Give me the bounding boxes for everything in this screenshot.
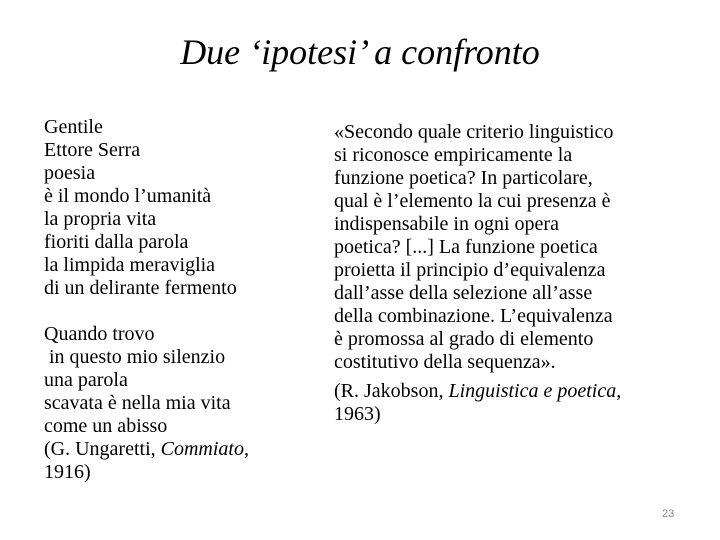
poem-line: Quando trovo <box>44 323 155 345</box>
quote-line: della combinazione. L’equivalenza <box>334 305 613 327</box>
poem-line: la propria vita <box>44 208 157 230</box>
poem-line: la limpida meraviglia <box>44 254 216 276</box>
citation-work: Commiato <box>160 438 244 460</box>
citation-comma: , <box>616 380 622 402</box>
poem-line: fioriti dalla parola <box>44 231 189 253</box>
citation-author: (G. Ungaretti, <box>44 438 161 460</box>
poem-line: di un delirante fermento <box>44 277 237 299</box>
quote-line: «Secondo quale criterio linguistico <box>334 121 614 143</box>
quote-line: costitutivo della sequenza». <box>334 351 556 373</box>
quote-line: qual è l’elemento la cui presenza è <box>334 190 611 212</box>
quote-line: è promossa al grado di elemento <box>334 328 594 350</box>
poem-line: una parola <box>44 369 128 391</box>
page-number: 23 <box>662 508 675 520</box>
jakobson-quote <box>334 121 679 426</box>
citation-year: 1963) <box>334 403 381 425</box>
citation-work: Linguistica e poetica <box>448 380 617 402</box>
stanza-gap <box>44 300 304 323</box>
poem-line: scavata è nella mia vita <box>44 392 231 414</box>
jakobson-citation <box>334 380 679 403</box>
quote-line: indispensabile in ogni opera <box>334 213 559 235</box>
poem-line: poesia <box>44 162 96 184</box>
poem-line: in questo mio silenzio <box>44 346 226 368</box>
quote-line: si riconosce empiricamente la <box>334 144 573 166</box>
poem-line: Ettore Serra <box>44 139 141 161</box>
slide-title: Due ‘ipotesi’ a confronto <box>180 32 540 72</box>
quote-line: funzione poetica? In particolare, <box>334 167 593 189</box>
citation-comma: , <box>243 438 249 460</box>
poem-line: come un abisso <box>44 415 168 437</box>
quote-line: proietta il principio d’equivalenza <box>334 259 606 281</box>
ungaretti-poem <box>44 116 304 484</box>
poem-line: è il mondo l’umanità <box>44 185 212 207</box>
quote-line: poetica? [...] La funzione poetica <box>334 236 598 258</box>
citation-author: (R. Jakobson, <box>334 380 449 402</box>
poem-line: Gentile <box>44 116 103 138</box>
ungaretti-citation <box>44 438 304 461</box>
citation-year: 1916) <box>44 461 91 483</box>
quote-line: dall’asse della selezione all’asse <box>334 282 593 304</box>
